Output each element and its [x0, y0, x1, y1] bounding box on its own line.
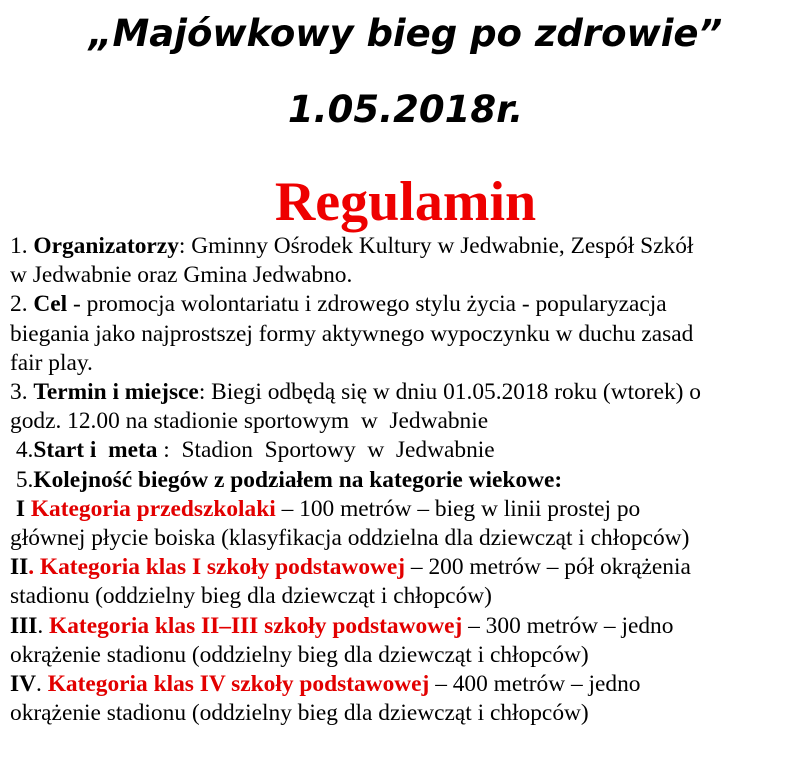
regulations-body: [10, 232, 810, 728]
text-segment: 5.: [10, 466, 34, 493]
bold-label: III: [10, 612, 38, 639]
text-segment: stadionu (oddzielny bieg dla dziewcząt i chłopców): [10, 583, 492, 610]
text-segment: 1.: [10, 233, 34, 259]
text-line: [10, 349, 810, 378]
regulation-section: [10, 436, 810, 465]
text-segment: : Gminny Ośrodek Kultury w Jedwabnie, Zespół Szkół: [178, 233, 694, 259]
category-name: Kategoria klas II–III szkoły podstawowej: [49, 612, 463, 639]
category-name: . Kategoria klas I szkoły podstawowej: [28, 554, 406, 581]
text-segment: : Biegi odbędą się w dniu 01.05.2018 roku (wtorek) o: [198, 379, 701, 406]
text-line: [10, 612, 810, 641]
bold-label: Start i meta: [33, 437, 158, 464]
regulation-section: [10, 612, 810, 670]
text-line: [10, 553, 810, 582]
text-segment: – 100 metrów – bieg w linii prostej po: [275, 495, 641, 522]
event-date: 1.05.2018r.: [287, 88, 524, 131]
text-segment: godz. 12.00 na stadionie sportowym w Jedwabnie: [10, 408, 489, 435]
text-line: [10, 290, 810, 319]
regulation-section: [10, 553, 810, 611]
category-name: Kategoria przedszkolaki: [30, 495, 276, 522]
text-segment: 4.: [10, 437, 34, 464]
text-segment: 3.: [10, 379, 34, 406]
text-line: [10, 466, 810, 495]
text-line: [10, 699, 810, 728]
text-segment: .: [37, 612, 50, 639]
text-segment: 2.: [10, 291, 34, 318]
text-line: [10, 582, 810, 611]
bold-label: Organizatorzy: [33, 233, 179, 259]
text-segment: fair play.: [10, 349, 93, 376]
text-line: [10, 407, 810, 436]
bold-label: Kolejność biegów z podziałem na kategorie wiekowe:: [33, 466, 563, 493]
bold-label: Termin i miejsce: [33, 379, 199, 406]
text-line: [10, 232, 810, 261]
text-segment: – 400 metrów – jedno: [429, 671, 641, 698]
text-segment: w Jedwabnie oraz Gmina Jedwabno.: [10, 262, 353, 289]
text-segment: - promocja wolontariatu i zdrowego stylu życia - popularyzacja: [67, 291, 667, 318]
regulation-section: [10, 290, 810, 378]
bold-label: I: [10, 495, 31, 522]
text-segment: głównej płycie boiska (klasyfikacja oddzielna dla dziewcząt i chłopców): [10, 525, 690, 552]
regulations-heading: Regulamin: [274, 171, 537, 233]
regulation-section: [10, 466, 810, 495]
text-line: [10, 670, 810, 699]
bold-label: Cel: [33, 291, 68, 318]
text-line: [10, 495, 810, 524]
text-line: [10, 641, 810, 670]
text-segment: biegania jako najprostszej formy aktywnego wypoczynku w duchu zasad: [10, 320, 694, 347]
text-line: [10, 320, 810, 349]
text-line: [10, 378, 810, 407]
text-line: [10, 524, 810, 553]
text-segment: : Stadion Sportowy w Jedwabnie: [157, 437, 495, 464]
text-line: [10, 436, 810, 465]
regulation-section: [10, 232, 810, 290]
regulation-section: [10, 495, 810, 553]
text-line: [10, 261, 810, 290]
event-title: „Majówkowy bieg po zdrowie”: [88, 12, 723, 55]
text-segment: .: [36, 671, 48, 698]
category-name: Kategoria klas IV szkoły podstawowej: [47, 671, 430, 698]
text-segment: – 200 metrów – pół okrążenia: [405, 554, 691, 581]
bold-label: IV: [10, 671, 36, 698]
regulation-section: [10, 378, 810, 436]
text-segment: okrążenie stadionu (oddzielny bieg dla dziewcząt i chłopców): [10, 700, 589, 727]
regulation-section: [10, 670, 810, 728]
text-segment: – 300 metrów – jedno: [462, 612, 674, 639]
bold-label: II: [10, 554, 29, 581]
text-segment: okrążenie stadionu (oddzielny bieg dla dziewcząt i chłopców): [10, 641, 589, 668]
